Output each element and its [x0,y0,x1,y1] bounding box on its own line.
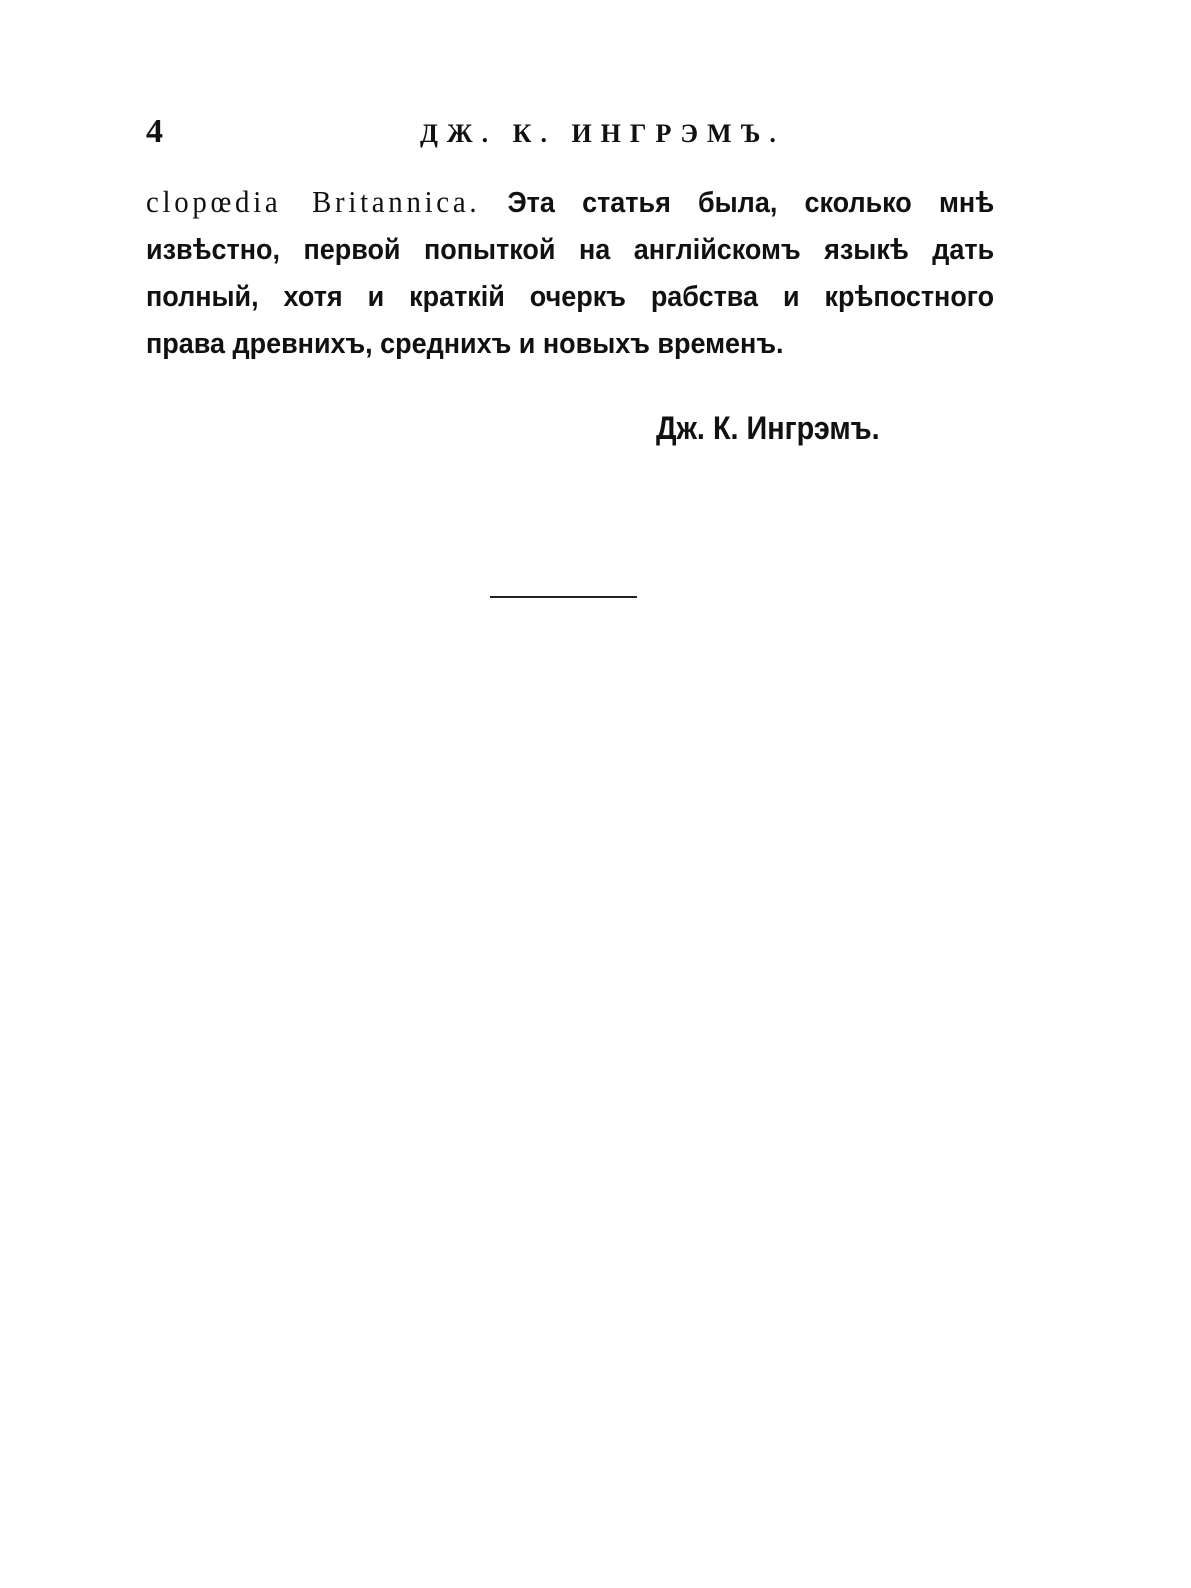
section-divider [490,596,637,598]
signature: Дж. К. Ингрэмъ. [656,410,880,446]
latin-title: clopœdia Britannica. [146,184,481,219]
text-line-1-rest: Эта статья была, сколько мнѣ [507,187,995,219]
page-number: 4 [146,113,163,150]
text-line-4: права древнихъ, среднихъ и новыхъ временъ. [146,328,784,360]
text-line-2: извѣстно, первой попыткой на англійскомъ языкѣ дать [146,234,995,266]
text-line-3: полный, хотя и краткій очеркъ рабства и крѣпостного [146,281,995,313]
body-text [146,178,995,368]
text-line-1 [146,178,994,227]
running-head: ДЖ. К. ИНГРЭМЪ. [420,119,785,148]
